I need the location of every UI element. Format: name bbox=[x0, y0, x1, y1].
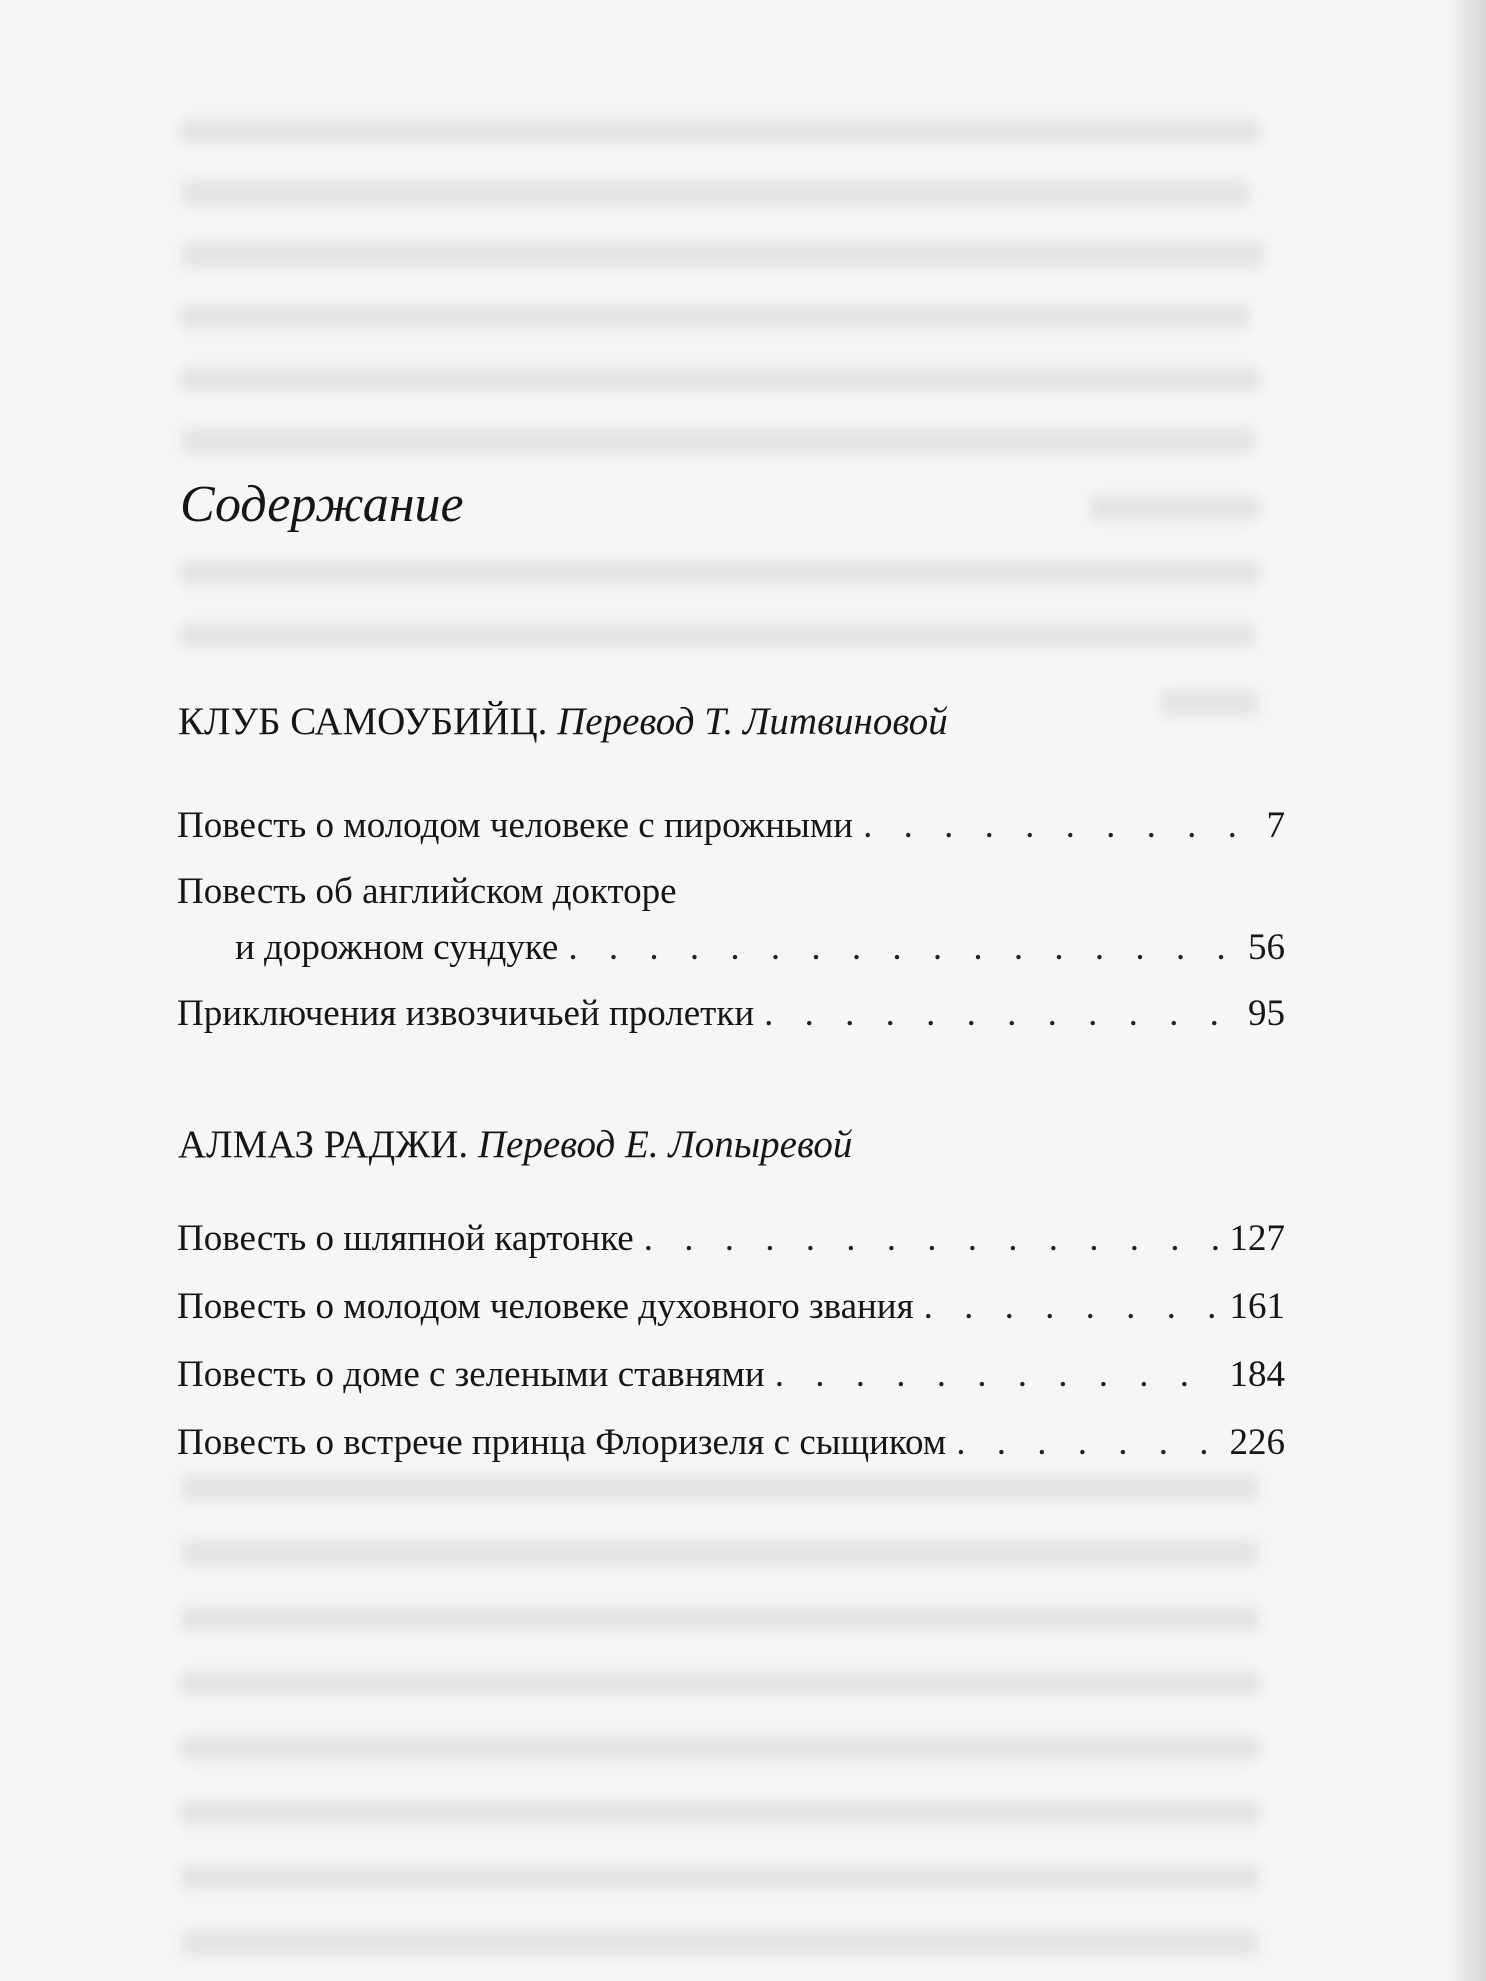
section-translator-credit: Перевод Е. Лопыревой bbox=[477, 1123, 853, 1166]
page-number: 226 bbox=[1229, 1422, 1285, 1463]
page-number: 127 bbox=[1229, 1218, 1285, 1259]
toc-entry[interactable] bbox=[177, 803, 1285, 849]
page-number: 161 bbox=[1229, 1286, 1285, 1327]
entry-title: Приключения извозчичьей пролетки bbox=[177, 993, 755, 1034]
section-title: КЛУБ САМОУБИЙЦ. bbox=[178, 700, 548, 743]
page-number: 56 bbox=[1248, 927, 1285, 968]
dot-leader bbox=[644, 1216, 1220, 1262]
page-edge-shadow bbox=[1446, 0, 1486, 1981]
page-number: 184 bbox=[1229, 1354, 1285, 1395]
entry-title: Повесть о шляпной картонке bbox=[177, 1218, 634, 1259]
section-heading-suicide-club bbox=[178, 697, 1278, 747]
section-title: АЛМАЗ РАДЖИ. bbox=[178, 1123, 469, 1166]
entry-title: Повесть о доме с зелеными ставнями bbox=[177, 1354, 765, 1395]
entry-title: Повесть о молодом человеке духовного звания bbox=[177, 1286, 914, 1327]
section-translator-credit: Перевод Т. Литвиновой bbox=[557, 700, 948, 743]
section-heading-rajah-diamond bbox=[178, 1120, 1278, 1170]
toc-entry[interactable] bbox=[177, 1420, 1285, 1466]
toc-entry[interactable] bbox=[177, 1216, 1285, 1262]
dot-leader bbox=[775, 1352, 1220, 1398]
dot-leader bbox=[956, 1420, 1219, 1466]
entry-title: Повесть о молодом человеке с пирожными bbox=[177, 805, 854, 846]
toc-entry[interactable] bbox=[235, 925, 1285, 971]
entry-title-line1: Повесть об английском докторе bbox=[177, 871, 677, 912]
dot-leader bbox=[764, 991, 1238, 1037]
entry-title-line2: и дорожном сундуке bbox=[235, 927, 559, 968]
toc-title: Содержание bbox=[180, 476, 464, 533]
page-number: 7 bbox=[1266, 805, 1285, 846]
toc-entry[interactable] bbox=[177, 1284, 1285, 1330]
page-number: 95 bbox=[1248, 993, 1285, 1034]
toc-entry[interactable] bbox=[177, 1352, 1285, 1398]
dot-leader bbox=[863, 803, 1256, 849]
toc-entry[interactable] bbox=[177, 991, 1285, 1037]
dot-leader bbox=[924, 1284, 1220, 1330]
entry-title: Повесть о встрече принца Флоризеля с сыщиком bbox=[177, 1422, 947, 1463]
dot-leader bbox=[568, 925, 1238, 971]
